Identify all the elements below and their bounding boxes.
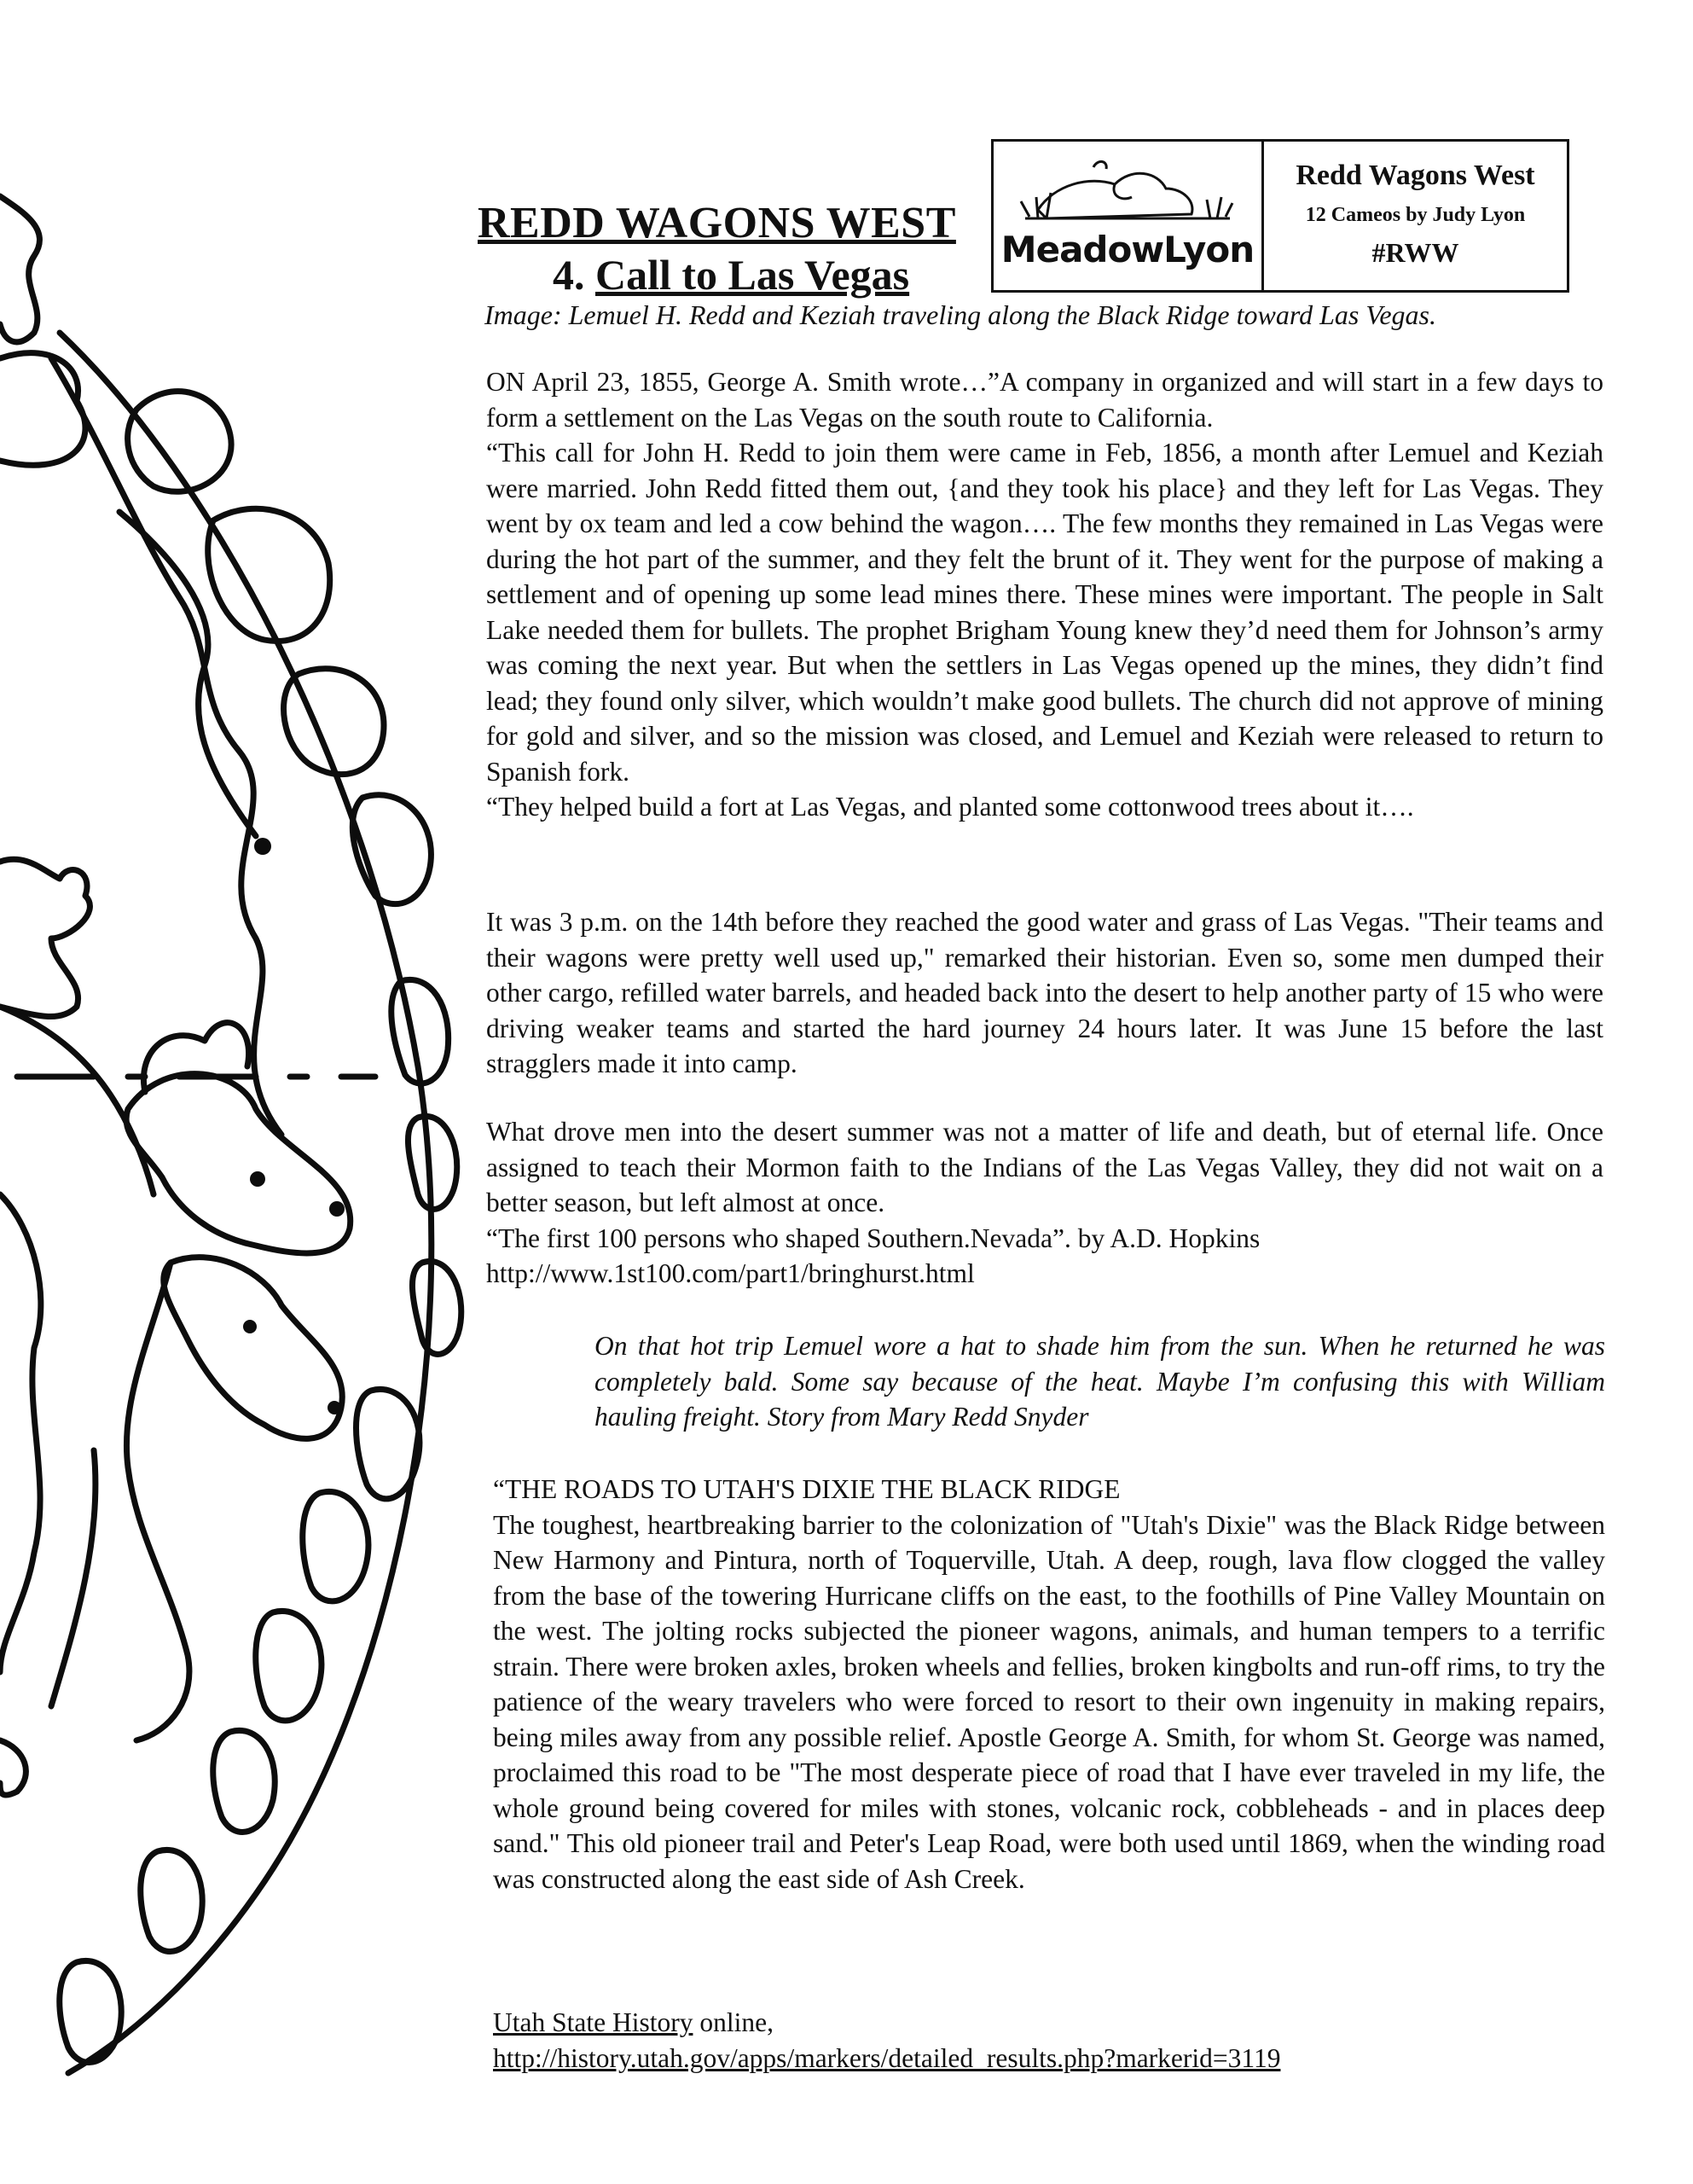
- rider-figure: [0, 859, 90, 1016]
- citation: “The first 100 persons who shaped Southern.Nevada”. by A.D. Hopkins: [486, 1223, 1261, 1253]
- ox-eye: [250, 1171, 265, 1187]
- paragraph: “This call for John H. Redd to join them were came in Feb, 1856, a month after Lemuel and Keziah were married. John Redd fitted them out, {and they took his place} and they left for Las Vegas. They went by ox team and led a cow behind the wagon…. The few months they remained in Las Vegas were during the hot part of the summer, and they felt the brunt of it. They went for the purpose of making a settlement and of opening up some lead mines there. These mines were important. The people in Salt Lake needed them for bullets. The prophet Brigham Young knew they’d need them for Johnson’s army was coming the next year. But when the settlers in Las Vegas opened up the mines, they didn’t find lead; they found only silver, which wouldn’t make good bullets. The church did not approve of mining for gold and silver, and so the mission was closed, and Lemuel and Keziah were released to return to Spanish fork.: [486, 438, 1603, 787]
- map-outline: [0, 196, 39, 342]
- ox-head-2: [164, 1258, 343, 1439]
- rock: [303, 1491, 368, 1600]
- ox-eye: [329, 1201, 345, 1217]
- paragraph: What drove men into the desert summer was not a matter of life and death, but of eternal life. Once assigned to teach their Mormon faith to the Indians of the Las Vegas Valley, they did not wait on a better season, but left almost at once.: [486, 1117, 1603, 1217]
- rock: [357, 1389, 420, 1498]
- chapter-name: Call to Las Vegas: [595, 251, 910, 299]
- series-logo-box: [991, 139, 1569, 293]
- lion-icon: [1012, 150, 1243, 231]
- ox-eye: [243, 1320, 257, 1333]
- trail-end-dot: [254, 838, 271, 855]
- source-suffix: online,: [693, 2007, 774, 2037]
- section-heading: “THE ROADS TO UTAH'S DIXIE THE BLACK RIDGE: [493, 1474, 1121, 1504]
- rock: [60, 1960, 121, 2062]
- family-story-quote: On that hot trip Lemuel wore a hat to shade him from the sun. When he returned he was completely bald. Some say because of the heat. Maybe I’m confusing this with William hauling freight. Story from Mary Redd Snyder: [594, 1331, 1605, 1432]
- paragraph: ON April 23, 1855, George A. Smith wrote…”A company in organized and will start in a few days to form a settlement on the Las Vegas on the south route to California.: [486, 367, 1603, 433]
- rock: [141, 1850, 202, 1951]
- series-title: Redd Wagons West: [1296, 160, 1535, 191]
- source-line: [493, 2005, 1605, 2041]
- ox-eye: [328, 1401, 341, 1414]
- ox-head: [126, 1074, 351, 1253]
- map-outline-2: [0, 353, 85, 466]
- trail-line: [51, 358, 281, 1135]
- ox-body: [126, 1263, 189, 1740]
- citation-url: http://www.1st100.com/part1/bringhurst.html: [486, 1258, 975, 1288]
- chapter-number: 4.: [553, 251, 585, 299]
- intro-section: [486, 364, 1603, 825]
- series-info: [1264, 142, 1567, 290]
- page-title: REDD WAGONS WEST: [478, 199, 956, 247]
- image-caption: Image: Lemuel H. Redd and Keziah traveling along the Black Ridge toward Las Vegas.: [484, 299, 1436, 330]
- source-url[interactable]: http://history.utah.gov/apps/markers/detailed_results.php?markerid=3119: [493, 2042, 1281, 2073]
- source-section: [493, 2005, 1605, 2076]
- paragraph: The toughest, heartbreaking barrier to the colonization of "Utah's Dixie" was the Black Ridge between New Harmony and Pintura, north of Toquerville, Utah. A deep, rough, lava flow clogged the valley from the base of the towering Hurricane cliffs on the east, to the foothills of Pine Valley Mountain on the west. The jolting rocks subjected the pioneer wagons, animals, and human tempers to a terrific strain. There were broken axles, broken wheels and fellies, broken kingbolts and run-off rims, to try the patience of the weary travelers who were forced to resort to their own ingenuity in making repairs, being miles away from any possible relief. Apostle George A. Smith, for whom St. George was named, proclaimed this road to be "The most desperate piece of road that I have ever traveled in my life, the whole ground being covered for miles with stones, volcanic rock, cobbleheads - and in places deep sand." This old pioneer trail and Peter's Leap Road, were both used until 1869, when the winding road was constructed along the east side of Ash Creek.: [493, 1509, 1605, 1894]
- curve-mark: [0, 1740, 26, 1795]
- source-link[interactable]: Utah State History: [493, 2007, 693, 2037]
- reason-section: [486, 1114, 1603, 1292]
- meadowlyon-logo: [994, 142, 1264, 290]
- paragraph: “They helped build a fort at Las Vegas, and planted some cottonwood trees about it….: [486, 792, 1414, 822]
- brand-name: MeadowLyon: [1000, 229, 1255, 270]
- rider-arm: [0, 1007, 154, 1194]
- rock: [412, 1261, 461, 1354]
- rock: [256, 1611, 322, 1720]
- ox-leg: [51, 1450, 96, 1706]
- series-subtitle: 12 Cameos by Judy Lyon: [1305, 204, 1526, 226]
- wheel-rim: [60, 333, 432, 2073]
- series-hashtag: #RWW: [1371, 237, 1459, 268]
- title-block: [478, 198, 972, 300]
- arrival-section: [486, 904, 1603, 1082]
- black-ridge-section: [493, 1472, 1605, 1896]
- source-url-line: [493, 2041, 1605, 2077]
- paragraph: It was 3 p.m. on the 14th before they reached the good water and grass of Las Vegas. "Their teams and their wagons were pretty well used up," remarked their historian. Even so, some men dumped their other cargo, refilled water barrels, and headed back into the desert to help another party of 15 who were driving weaker teams and started the hard journey 24 hours later. It was June 15 before the last stragglers made it into camp.: [486, 907, 1603, 1078]
- rock: [213, 1730, 275, 1832]
- rider-body: [0, 1194, 41, 1672]
- chapter-title: [478, 249, 972, 300]
- wagon-wheel-illustration: [0, 0, 478, 2184]
